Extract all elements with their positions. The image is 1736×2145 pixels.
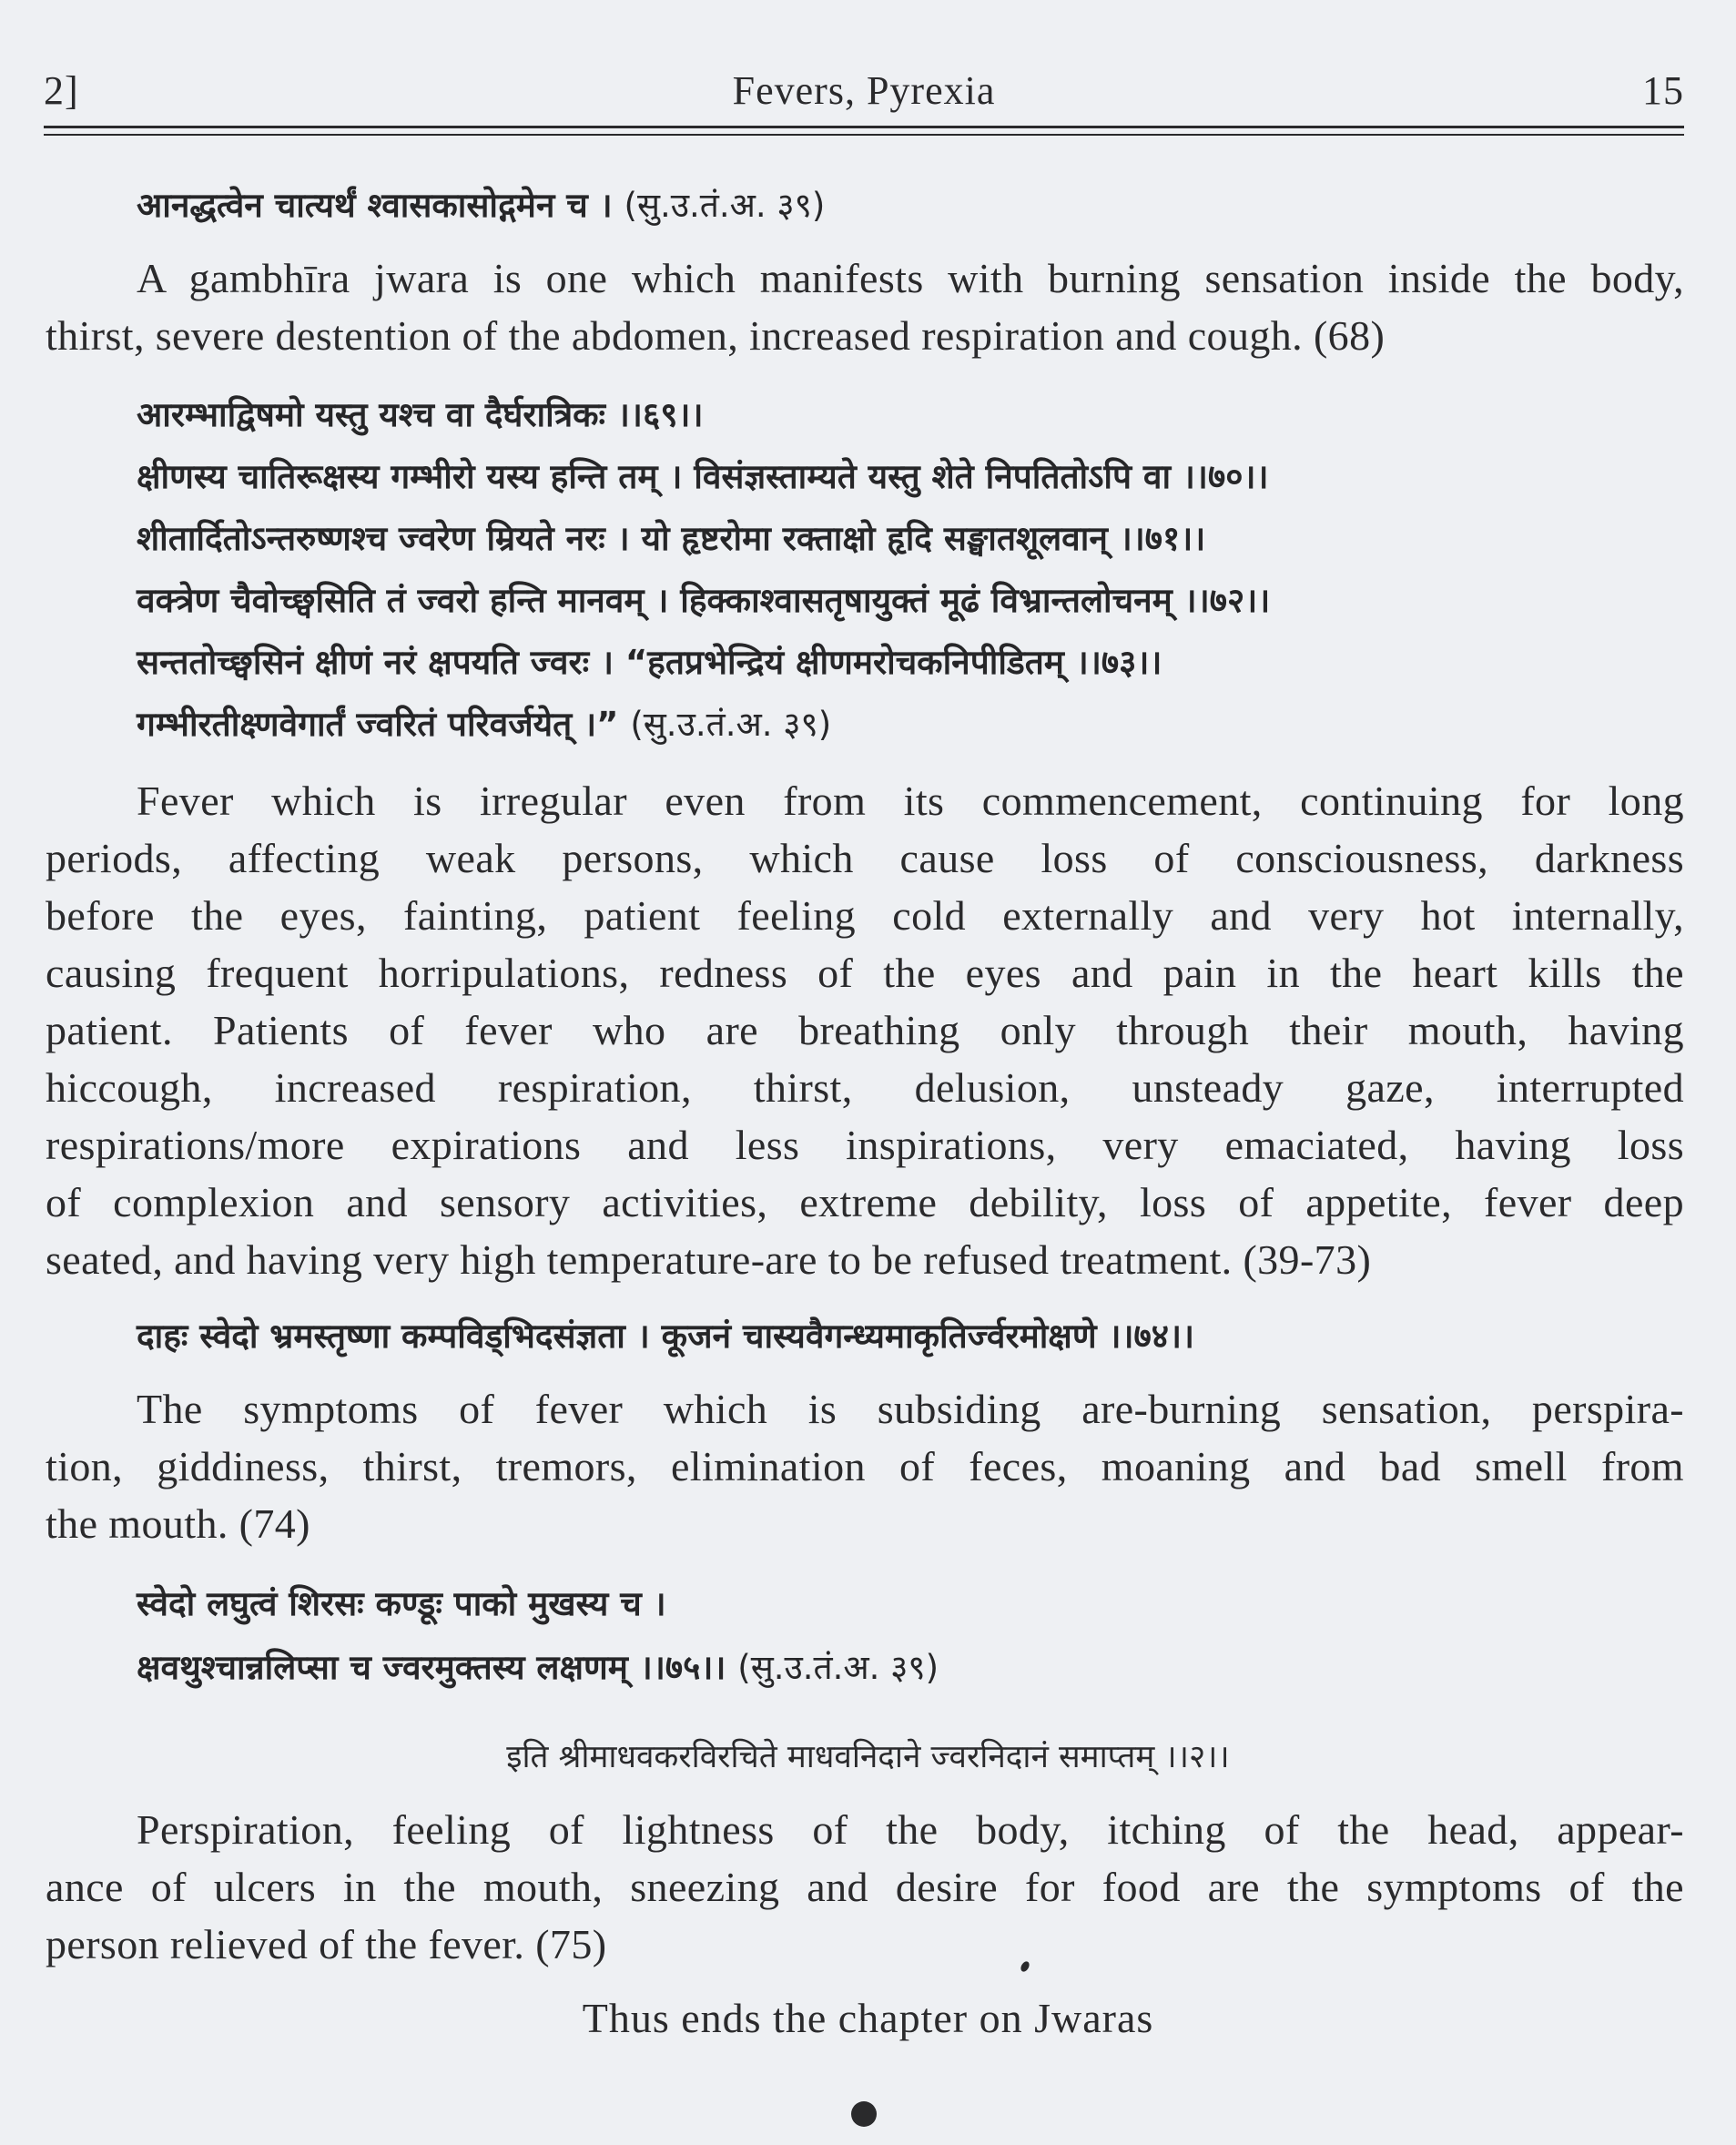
end-ornament-dot [851, 2101, 877, 2127]
header-rule-thin [44, 134, 1684, 136]
text-line: before the eyes, fainting, patient feeling cold externally and very hot internally, [46, 892, 1684, 939]
english-paragraph [46, 249, 1684, 364]
english-paragraph [46, 1380, 1684, 1552]
sanskrit-verse: आनद्धत्वेन चात्यर्थं श्वासकासोद्गमेन च । (सु.उ.तं.अ. ३९) [137, 186, 826, 225]
text-line: hiccough, increased respiration, thirst, delusion, unsteady gaze, interrupted [46, 1064, 1684, 1111]
text-line: periods, affecting weak persons, which cause loss of consciousness, darkness [46, 835, 1684, 881]
sanskrit-verse: वक्त्रेण चैवोच्छ्वसिति तं ज्वरो हन्ति मानवम् । हिक्काश्वासतृषायुक्तं मूढं विभ्रान्तलोचनम् ।।७२।। [137, 581, 1271, 620]
text-line: person relieved of the fever. (75) [46, 1921, 607, 1967]
page-number: 15 [1642, 68, 1684, 113]
header-rule-thick [44, 126, 1684, 128]
text-line: the mouth. (74) [46, 1500, 310, 1547]
running-header [44, 62, 1684, 117]
sanskrit-verse: आरम्भाद्विषमो यस्तु यश्च वा दैर्घरात्रिकः ।।६९।। [137, 395, 704, 434]
text-line: respirations/more expirations and less inspirations, very emaciated, having loss [46, 1122, 1684, 1168]
verse-reference: (सु.उ.तं.अ. ३९) [624, 186, 826, 225]
chapter-number: 2] [44, 68, 79, 113]
verse-reference: (सु.उ.तं.अ. ३९) [630, 705, 832, 744]
sanskrit-verse: स्वेदो लघुत्वं शिरसः कण्डूः पाको मुखस्य च । [137, 1584, 666, 1623]
chapter-ending: Thus ends the chapter on Jwaras [582, 1995, 1154, 2041]
running-title: Fevers, Pyrexia [732, 68, 996, 113]
text-line: Perspiration, feeling of lightness of the body, itching of the head, appear- [137, 1806, 1684, 1853]
text-line: ance of ulcers in the mouth, sneezing and desire for food are the symptoms of the [46, 1864, 1684, 1910]
colophon: इति श्रीमाधवकरविरचिते माधवनिदाने ज्वरनिदानं समाप्तम् ।।२।। [506, 1739, 1230, 1775]
text-line: Fever which is irregular even from its commencement, continuing for long [137, 778, 1684, 824]
text-line: causing frequent horripulations, redness of the eyes and pain in the heart kills the [46, 950, 1684, 996]
sanskrit-verse: क्षवथुश्चान्नलिप्सा च ज्वरमुक्तस्य लक्षणम् ।।७५।। (सु.उ.तं.अ. ३९) [137, 1648, 939, 1687]
text-line: patient. Patients of fever who are breathing only through their mouth, having [46, 1007, 1684, 1053]
english-paragraph [46, 1801, 1684, 1973]
sanskrit-verse: शीतार्दितोऽन्तरुष्णश्च ज्वरेण म्रियते नरः । यो हृष्टरोमा रक्ताक्षो हृदि सङ्घातशूलवान् ।।७१।। [137, 519, 1206, 558]
english-paragraph [46, 772, 1684, 1288]
verse-reference: (सु.उ.तं.अ. ३९) [737, 1648, 939, 1687]
sanskrit-verse: गम्भीरतीक्ष्णवेगार्तं ज्वरितं परिवर्जयेत् ।” (सु.उ.तं.अ. ३९) [137, 705, 832, 744]
sanskrit-verse: सन्ततोच्छ्वसिनं क्षीणं नरं क्षपयति ज्वरः । “हतप्रभेन्द्रियं क्षीणमरोचकनिपीडितम् ।।७३।। [137, 643, 1162, 682]
sanskrit-verse: दाहः स्वेदो भ्रमस्तृष्णा कम्पविड्भिदसंज्ञता । कूजनं चास्यवैगन्ध्यमाकृतिर्ज्वरमोक्षणे ।।७४।। [137, 1316, 1195, 1356]
text-line: tion, giddiness, thirst, tremors, elimination of feces, moaning and bad smell from [46, 1443, 1684, 1489]
sanskrit-verse: क्षीणस्य चातिरूक्षस्य गम्भीरो यस्य हन्ति तम् । विसंज्ञस्ताम्यते यस्तु शेते निपतितोऽपि वा ।।७०।। [137, 457, 1269, 496]
text-line: A gambhīra jwara is one which manifests with burning sensation inside the body, [137, 255, 1684, 301]
text-line: thirst, severe destention of the abdomen, increased respiration and cough. (68) [46, 312, 1386, 359]
text-line: seated, and having very high temperature-are to be refused treatment. (39-73) [46, 1236, 1372, 1283]
text-line: of complexion and sensory activities, extreme debility, loss of appetite, fever deep [46, 1179, 1684, 1225]
text-line: The symptoms of fever which is subsiding are-burning sensation, perspira- [137, 1386, 1684, 1432]
